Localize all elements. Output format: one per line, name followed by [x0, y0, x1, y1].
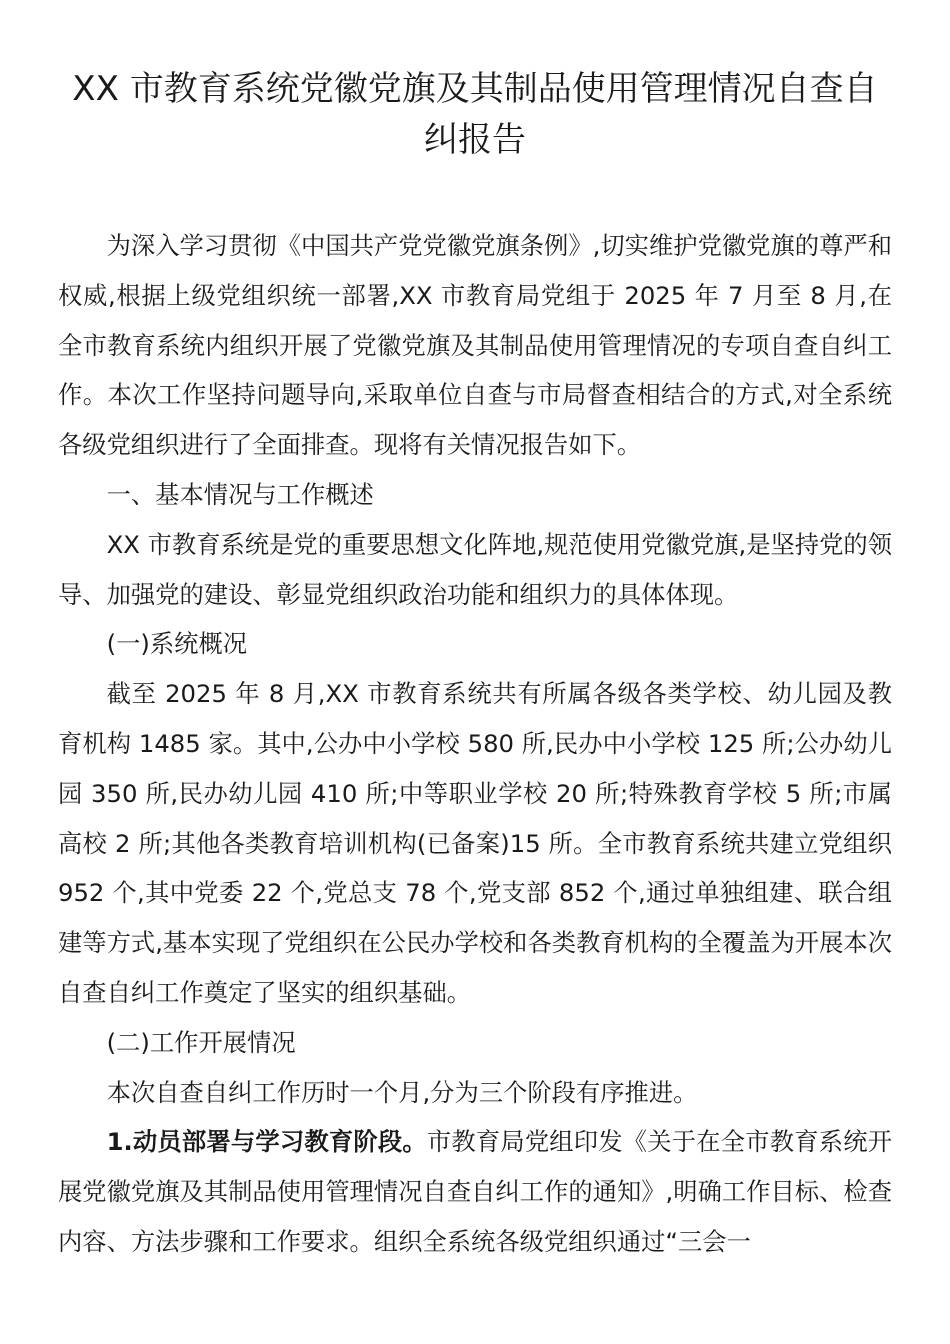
paragraph-phase-1: [58, 1117, 892, 1266]
document-page: [58, 64, 892, 1267]
paragraph-section-1-intro: XX 市教育系统是党的重要思想文化阵地,规范使用党徽党旗,是坚持党的领导、加强党的建设、彰显党组织政治功能和组织力的具体体现。: [58, 529, 892, 609]
section-heading-1: 一、基本情况与工作概述: [106, 479, 374, 509]
phase-1-text: 市教育局党组印发《关于在全市教育系统开展党徽党旗及其制品使用管理情况自查自纠工作的通知》,明确工作目标、检查内容、方法步骤和工作要求。组织全系统各级党组织通过“三会一: [58, 1127, 893, 1256]
paragraph-intro: 为深入学习贯彻《中国共产党党徽党旗条例》,切实维护党徽党旗的尊严和权威,根据上级党组织统一部署,XX 市教育局党组于 2025 年 7 月至 8 月,在全市教育系统内组织开展了党徽党旗及其制品使用管理情况的专项自查自纠工作。本次工作坚持问题导向,采取单位自查与市局督查相结合的方式,对全系统各级党组织进行了全面排查。现将有关情况报告如下。: [58, 231, 892, 460]
subsection-heading-1-1: (一)系统概况: [106, 629, 248, 659]
paragraph-phases-intro: 本次自查自纠工作历时一个月,分为三个阶段有序推进。: [106, 1077, 698, 1107]
subsection-heading-1-2: (二)工作开展情况: [106, 1027, 296, 1057]
paragraph-overview: 截至 2025 年 8 月,XX 市教育系统共有所属各级各类学校、幼儿园及教育机构 1485 家。其中,公办中小学校 580 所,民办中小学校 125 所;公办幼儿园 350 所,民办幼儿园 410 所;中等职业学校 20 所;特殊教育学校 5 所;市属高校 2 所;其他各类教育培训机构(已备案)15 所。全市教育系统共建立党组织 952 个,其中党委 22 个,党总支 78 个,党支部 852 个,通过单独组建、联合组建等方式,基本实现了党组织在公民办学校和各类教育机构的全覆盖为开展本次自查自纠工作奠定了坚实的组织基础。: [58, 679, 892, 1007]
document-title: XX 市教育系统党徽党旗及其制品使用管理情况自查自纠报告: [72, 69, 878, 160]
document-body: [58, 221, 892, 1267]
phase-1-lead: 1.动员部署与学习教育阶段。: [106, 1127, 427, 1157]
